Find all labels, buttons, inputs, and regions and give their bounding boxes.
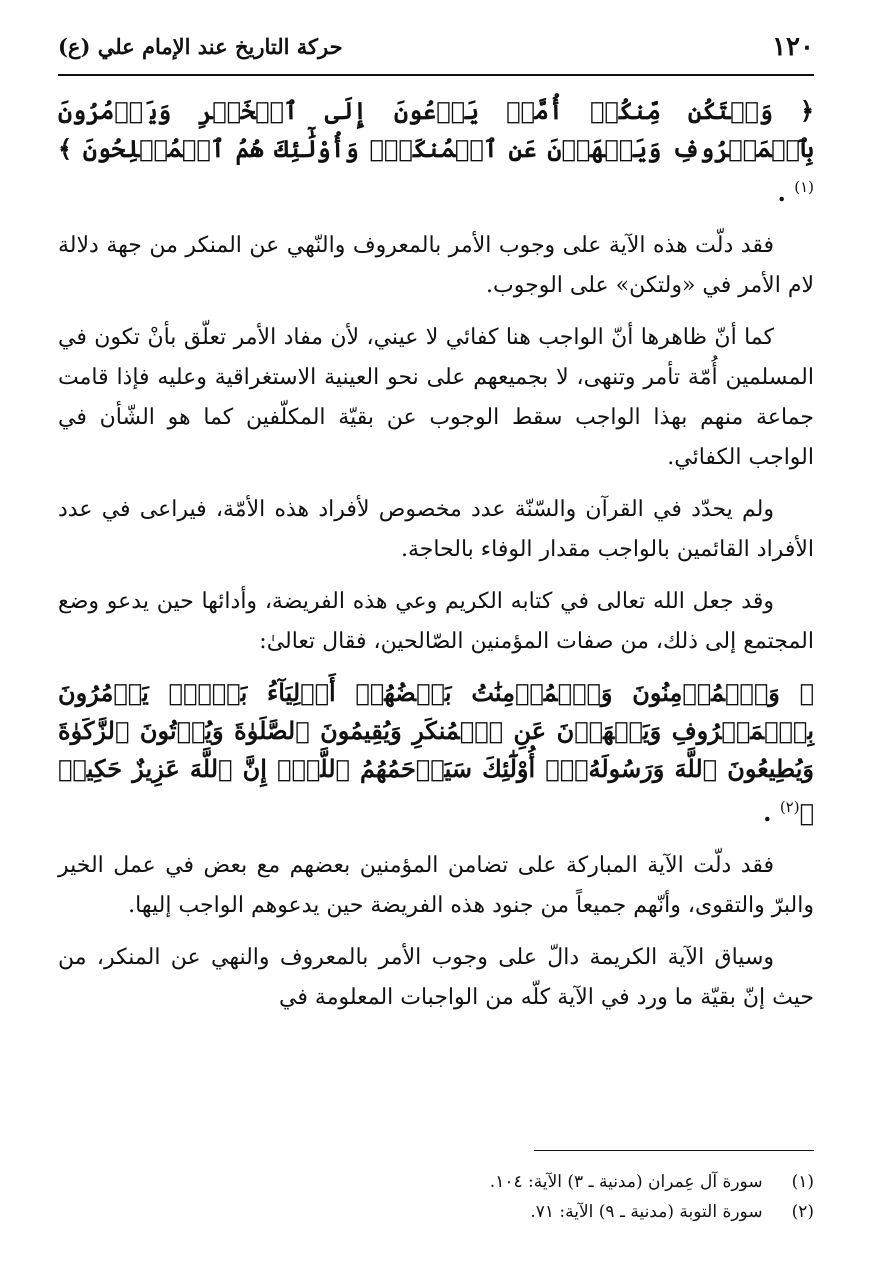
- footnote-ref-1: (١): [794, 178, 814, 196]
- verse-open-bracket: ﴿: [799, 96, 815, 125]
- book-page: [58, 30, 814, 1260]
- page-body: [58, 92, 814, 1018]
- footnote-text: سورة التوبة (مدنية ـ ٩) الآية: ٧١.: [530, 1202, 763, 1222]
- paragraph: ولم يحدّد في القرآن والسّنّة عدد مخصوص لأفراد هذه الأمّة، فيراعى في عدد الأفراد القائمين بالواجب مقدار الوفاء بالحاجة.: [58, 497, 814, 562]
- footnote-ref-2: (٢): [779, 798, 800, 816]
- paragraph: كما أنّ ظاهرها أنّ الواجب هنا كفائي لا عيني، لأن مفاد الأمر تعلّق بأنْ تكون في المسلمين أُمّة تأمر وتنهى، لا بجميعهم على نحو العينية الاستغراقية وعليه فإذا قامت جماعة منهم بهذا الواجب سقط الوجوب عن بقيّة المكلّفين كما هو الشّأن في الواجب الكفائي.: [58, 325, 814, 470]
- paragraph: وقد جعل الله تعالى في كتابه الكريم وعي هذه الفريضة، وأدائها حين يدعو وضع المجتمع إلى ذلك، من صفات المؤمنين الصّالحين، فقال تعالىٰ:: [58, 589, 814, 654]
- footnotes: [58, 1150, 814, 1227]
- verse-close-bracket: ﴾: [799, 798, 814, 827]
- quran-verse-1: [58, 92, 814, 212]
- paragraph: فقد دلّت هذه الآية على وجوب الأمر بالمعروف والنّهي عن المنكر من جهة دلالة لام الأمر في «ولتكن» على الوجوب.: [58, 233, 814, 298]
- verse-close-bracket: ﴾: [58, 134, 73, 163]
- verse-text: وَلۡتَكُن مِّنكُمۡ أُمَّةٞ يَدۡعُونَ إِلَى ٱلۡخَيۡرِ وَيَأۡمُرُونَ بِٱلۡمَعۡرُوفِ وَيَنۡهَوۡنَ عَنِ ٱلۡمُنكَرِۚ وَأُوْلَٰٓئِكَ هُمُ ٱلۡمُفۡلِحُونَ: [58, 96, 814, 163]
- footnote-divider: [534, 1150, 814, 1151]
- verse-open-bracket: ﴿: [799, 678, 814, 707]
- footnote-item: [58, 1197, 814, 1227]
- verse-end-mark: .: [777, 178, 786, 207]
- page-number: ١٢٠: [772, 32, 814, 62]
- quran-verse-2: [58, 674, 814, 832]
- footnote-number: (٢): [791, 1202, 814, 1222]
- verse-text: وَٱلۡمُؤۡمِنُونَ وَٱلۡمُؤۡمِنَٰتُ بَعۡضُهُمۡ أَوۡلِيَآءُ بَعۡضٖۚ يَأۡمُرُونَ بِٱلۡمَعۡرُوفِ وَيَنۡهَوۡنَ عَنِ ٱلۡمُنكَرِ وَيُقِيمُونَ ٱلصَّلَوٰةَ وَيُؤۡتُونَ ٱلزَّكَوٰةَ وَيُطِيعُونَ ٱللَّهَ وَرَسُولَهُۥٓۚ أُوْلَٰٓئِكَ سَيَرۡحَمُهُمُ ٱللَّهُۗ إِنَّ ٱللَّهَ عَزِيزٌ حَكِيمٞ: [58, 678, 814, 783]
- footnote-text: سورة آل عِمران (مدنية ـ ٣) الآية: ١٠٤.: [489, 1172, 763, 1192]
- paragraph: فقد دلّت الآية المباركة على تضامن المؤمنين بعضهم مع بعض في عمل الخير والبرّ والتقوى، وأنّهم جميعاً من جنود هذه الفريضة حين يدعوهم الواجب إليها.: [58, 853, 814, 918]
- verse-end-mark: .: [763, 798, 772, 827]
- footnote-number: (١): [791, 1172, 814, 1192]
- paragraph: وسياق الآية الكريمة دالّ على وجوب الأمر بالمعروف والنهي عن المنكر، من حيث إنّ بقيّة ما ورد في الآية كلّه من الواجبات المعلومة في: [58, 945, 814, 1010]
- footnote-item: [58, 1167, 814, 1197]
- page-header: [58, 30, 814, 76]
- running-title: حركة التاريخ عند الإمام علي (ع): [58, 34, 343, 59]
